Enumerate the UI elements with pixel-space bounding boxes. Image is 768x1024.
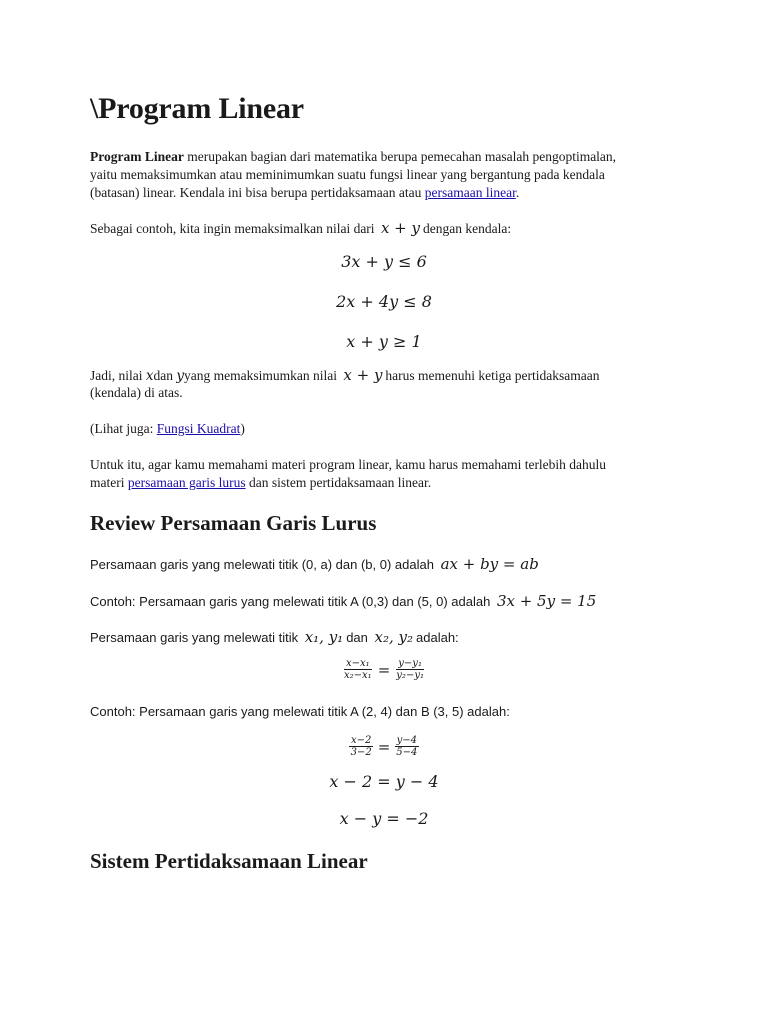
conclusion-line-2: (kendala) di atas. xyxy=(90,385,183,400)
intro-line-3: (batasan) linear. Kendala ini bisa berupa pertidaksamaan atau persamaan linear. xyxy=(90,185,520,200)
line-equation-sentence: Persamaan garis yang melewati titik (0, a) dan (b, 0) adalah ax + by = ab xyxy=(90,555,539,573)
formula-fraction-y: $\frac{\text{y−y₁}}{\text{y₂−y₁}}$ xyxy=(396,658,424,681)
fungsi-kuadrat-link[interactable]: Fungsi Kuadrat xyxy=(156,421,241,436)
conclusion-line-1: Jadi, nilai xdan yyang memaksimumkan nilai x + y harus memenuhi ketiga pertidaksamaan xyxy=(90,366,600,384)
two-points-sentence: Persamaan garis yang melewati titik x₁, y₁ dan x₂, y₂ adalah: xyxy=(90,628,459,646)
intro-line-2: yaitu memaksimumkan atau meminimumkan suatu fungsi linear yang bergantung pada kendala xyxy=(90,167,605,182)
persamaan-linear-link[interactable]: persamaan linear xyxy=(424,185,516,200)
study-line-2: materi persamaan garis lurus dan sistem pertidaksamaan linear. xyxy=(90,475,432,490)
page-title: \Program Linear xyxy=(90,92,304,125)
constraint-3: x + y ≥ 1 xyxy=(346,332,422,351)
constraint-1: 3x + y ≤ 6 xyxy=(341,252,427,271)
section-heading-review: Review Persamaan Garis Lurus xyxy=(90,511,377,535)
intro-line-1: Program Linear merupakan bagian dari matematika berupa pemecahan masalah pengoptimalan, xyxy=(90,149,617,164)
example-2-sentence: Contoh: Persamaan garis yang melewati titik A (2, 4) dan B (3, 5) adalah: xyxy=(90,704,510,719)
section-heading-system: Sistem Pertidaksamaan Linear xyxy=(90,849,368,873)
example-2-fraction: $\frac{x-2}{3-2}$ = $\frac{y-4}{5-4}$ xyxy=(350,735,418,758)
example-2-step-1: x − 2 = y − 4 xyxy=(329,772,439,791)
example-sentence: Sebagai contoh, kita ingin memaksimalkan nilai dari x + y dengan kendala: xyxy=(90,219,512,237)
formula-fraction-x: $\frac{\text{x−x₁}}{\text{x₂−x₁}}$ xyxy=(344,658,372,681)
intro-bold-term: Program Linear xyxy=(90,149,184,164)
example-1-sentence: Contoh: Persamaan garis yang melewati titik A (0,3) dan (5, 0) adalah 3x + 5y = 15 xyxy=(90,592,597,610)
see-also: (Lihat juga: Fungsi Kuadrat) xyxy=(90,421,245,436)
objective-expression: x + y xyxy=(380,219,420,237)
example-2-step-2: x − y = −2 xyxy=(339,809,429,828)
persamaan-garis-lurus-link[interactable]: persamaan garis lurus xyxy=(127,475,246,490)
two-point-formula: $\frac{\text{x−x₁}}{\text{x₂−x₁}}$ = $\frac{\text{y−y₁}}{\text{y₂−y₁}}$ xyxy=(344,658,424,681)
study-line-1: Untuk itu, agar kamu memahami materi program linear, kamu harus memahami terlebih dahulu xyxy=(90,457,607,472)
constraint-2: 2x + 4y ≤ 8 xyxy=(336,292,432,311)
